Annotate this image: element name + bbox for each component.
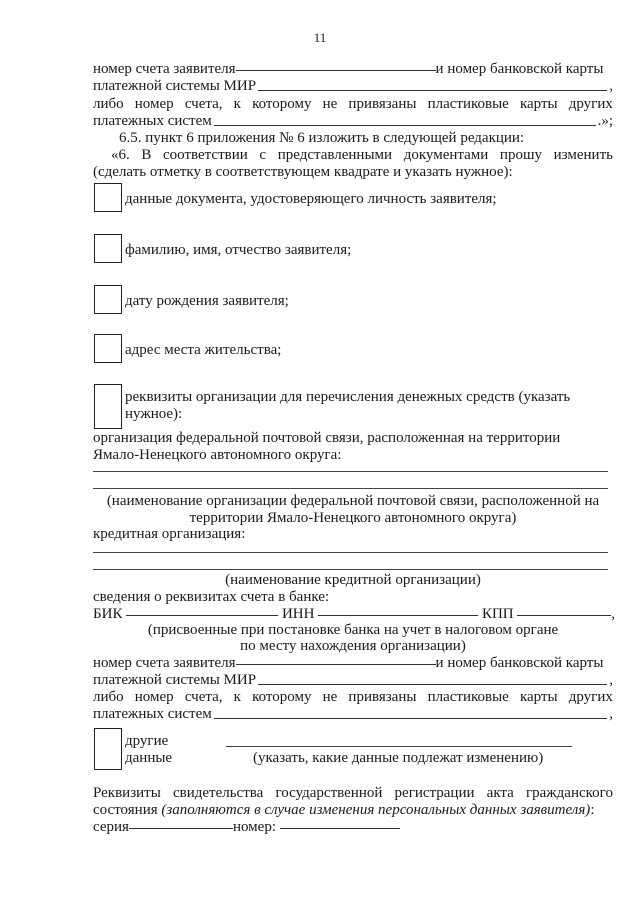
top-other-systems-line: либо номер счета, к которому не привязаны пластиковые карты других (93, 96, 613, 112)
number-field[interactable] (280, 827, 400, 829)
checkbox-other-data[interactable] (94, 728, 122, 770)
postal-line1: организация федеральной почтовой связи, расположенная на территории (93, 430, 561, 446)
top-account-line: номер счета заявителя и номер банковской карты (93, 61, 604, 77)
bank-caption2: по месту нахождения организации) (240, 638, 466, 654)
option-requisites-line2: нужное): (125, 406, 183, 422)
bottom-account-line: номер счета заявителя и номер банковской карты (93, 655, 604, 671)
bank-codes-line: БИК ИНН КПП , (93, 606, 616, 622)
postal-caption2: территории Ямало-Ненецкого автономного округа) (189, 510, 517, 526)
bank-caption1: (присвоенные при постановке банка на учет в налоговом органе (147, 622, 559, 638)
top-mir-field[interactable] (258, 89, 607, 91)
bottom-other-systems-line: либо номер счета, к которому не привязаны пластиковые карты других (93, 689, 613, 705)
postal-line2: Ямало-Ненецкого автономного округа: (93, 447, 342, 463)
postal-caption1: (наименование организации федеральной почтовой связи, расположенной на (106, 493, 600, 509)
other-data-field[interactable] (226, 746, 572, 747)
credit-field-2[interactable] (93, 569, 608, 570)
registration-line2: состояния (заполняются в случае изменения персональных данных заявителя): (93, 802, 595, 818)
para-6-line1: «6. В соответствии с представленными документами прошу изменить (111, 147, 613, 163)
checkbox-birth-date[interactable] (94, 285, 122, 314)
top-payment-systems-line: платежных систем .»; (93, 113, 613, 129)
top-account-field[interactable] (236, 69, 436, 71)
postal-field-2[interactable] (93, 488, 608, 489)
bottom-payment-systems-field[interactable] (214, 717, 607, 719)
bottom-payment-systems-line: платежных систем , (93, 706, 613, 722)
checkbox-full-name[interactable] (94, 234, 122, 263)
bottom-mir-field[interactable] (258, 683, 607, 685)
other-label2: данные (125, 750, 173, 766)
bank-info-label: сведения о реквизитах счета в банке: (93, 589, 330, 605)
inn-field[interactable] (318, 614, 478, 616)
credit-label: кредитная организация: (93, 526, 246, 542)
para-6-5: 6.5. пункт 6 приложения № 6 изложить в следующей редакции: (119, 130, 525, 146)
top-mir-line: платежной системы МИР , (93, 78, 613, 94)
option-requisites-line1: реквизиты организации для перечисления денежных средств (указать (125, 389, 571, 405)
other-label1: другие (125, 733, 169, 749)
series-field[interactable] (129, 827, 233, 829)
para-6-line2: (сделать отметку в соответствующем квадрате и указать нужное): (93, 164, 513, 180)
registration-line1: Реквизиты свидетельства государственной регистрации акта гражданского (93, 785, 613, 801)
option-address: адрес места жительства; (125, 342, 282, 358)
credit-field-1[interactable] (93, 552, 608, 553)
credit-caption: (наименование кредитной организации) (225, 572, 481, 588)
checkbox-requisites[interactable] (94, 384, 122, 429)
bik-field[interactable] (126, 614, 278, 616)
page-number: 11 (313, 30, 327, 45)
other-hint: (указать, какие данные подлежат изменению) (253, 750, 544, 766)
option-birth-date: дату рождения заявителя; (125, 293, 289, 309)
option-identity-document: данные документа, удостоверяющего личность заявителя; (125, 191, 497, 207)
top-payment-systems-field[interactable] (214, 124, 596, 126)
checkbox-address[interactable] (94, 334, 122, 363)
checkbox-identity-document[interactable] (94, 183, 122, 212)
bottom-mir-line: платежной системы МИР , (93, 672, 613, 688)
option-full-name: фамилию, имя, отчество заявителя; (125, 242, 352, 258)
postal-field-1[interactable] (93, 471, 608, 472)
series-number-line: серия номер: (93, 819, 613, 835)
kpp-field[interactable] (517, 614, 611, 616)
bottom-account-field[interactable] (236, 663, 436, 665)
